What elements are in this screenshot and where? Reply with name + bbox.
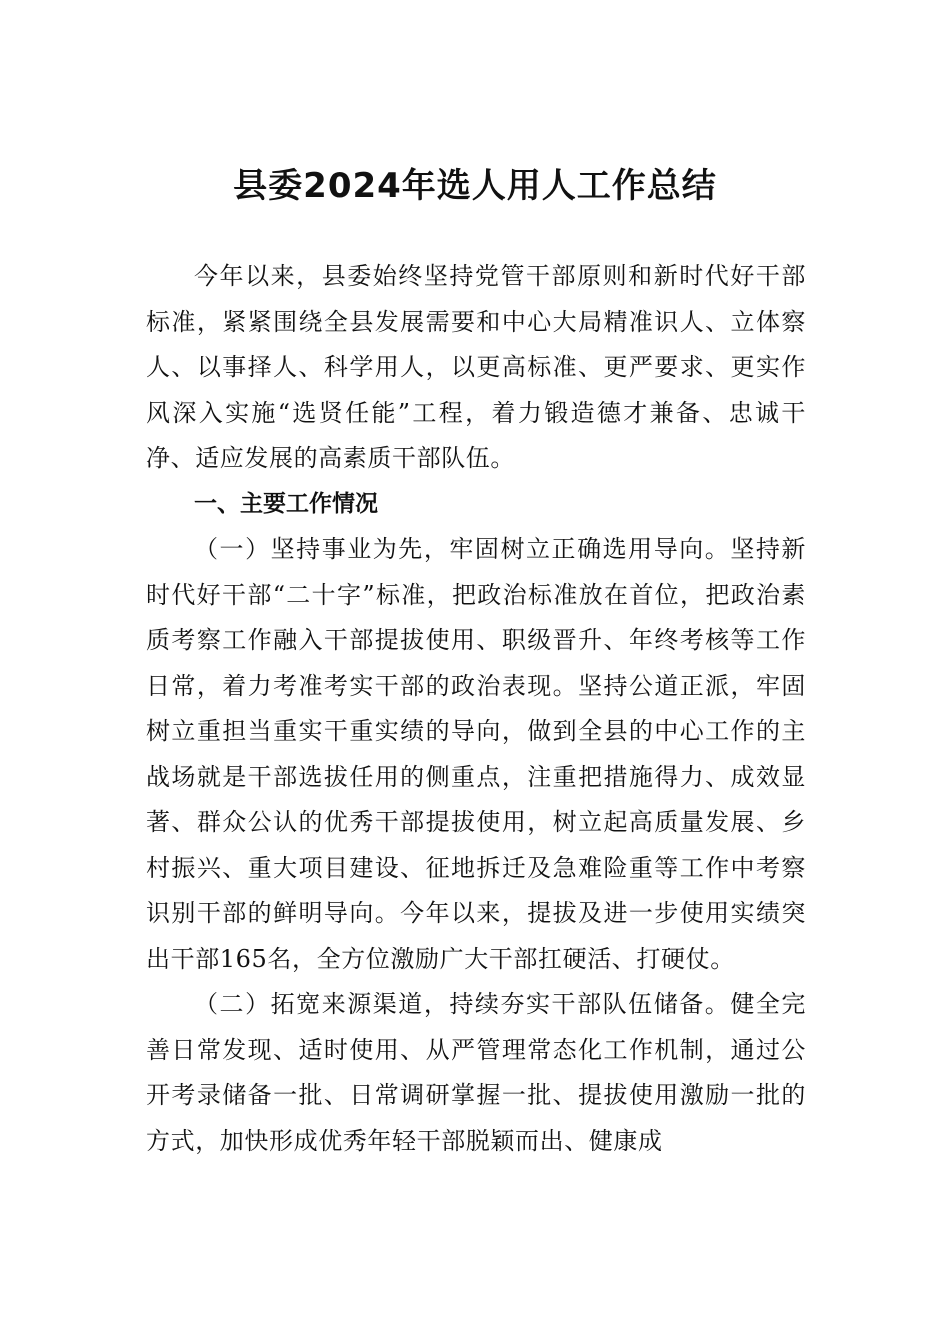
paragraph-broaden-sources: （二）拓宽来源渠道，持续夯实干部队伍储备。健全完善日常发现、适时使用、从严管理常态化工作机制，通过公开考录储备一批、日常调研掌握一批、提拔使用激励一批的方式，加快形成优秀年轻干部脱颖而出、健康成	[146, 990, 806, 1155]
document-title: 县委2024年选人用人工作总结	[233, 166, 717, 206]
document-body	[146, 254, 806, 1164]
paragraph-career-first: （一）坚持事业为先，牢固树立正确选用导向。坚持新时代好干部“二十字”标准，把政治标准放在首位，把政治素质考察工作融入干部提拔使用、职级晋升、年终考核等工作日常，着力考准考实干部的政治表现。坚持公道正派，牢固树立重担当重实干重实绩的导向，做到全县的中心工作的主战场就是干部选拔任用的侧重点，注重把措施得力、成效显著、群众公认的优秀干部提拔使用，树立起高质量发展、乡村振兴、重大项目建设、征地拆迁及急难险重等工作中考察识别干部的鲜明导向。今年以来，提拔及进一步使用实绩突出干部165名，全方位激励广大干部扛硬活、打硬仗。	[146, 535, 806, 973]
section-heading-main-work: 一、主要工作情况	[194, 490, 378, 517]
intro-paragraph: 今年以来，县委始终坚持党管干部原则和新时代好干部标准，紧紧围绕全县发展需要和中心大局精准识人、立体察人、以事择人、科学用人，以更高标准、更严要求、更实作风深入实施“选贤任能”工程，着力锻造德才兼备、忠诚干净、适应发展的高素质干部队伍。	[146, 262, 806, 472]
